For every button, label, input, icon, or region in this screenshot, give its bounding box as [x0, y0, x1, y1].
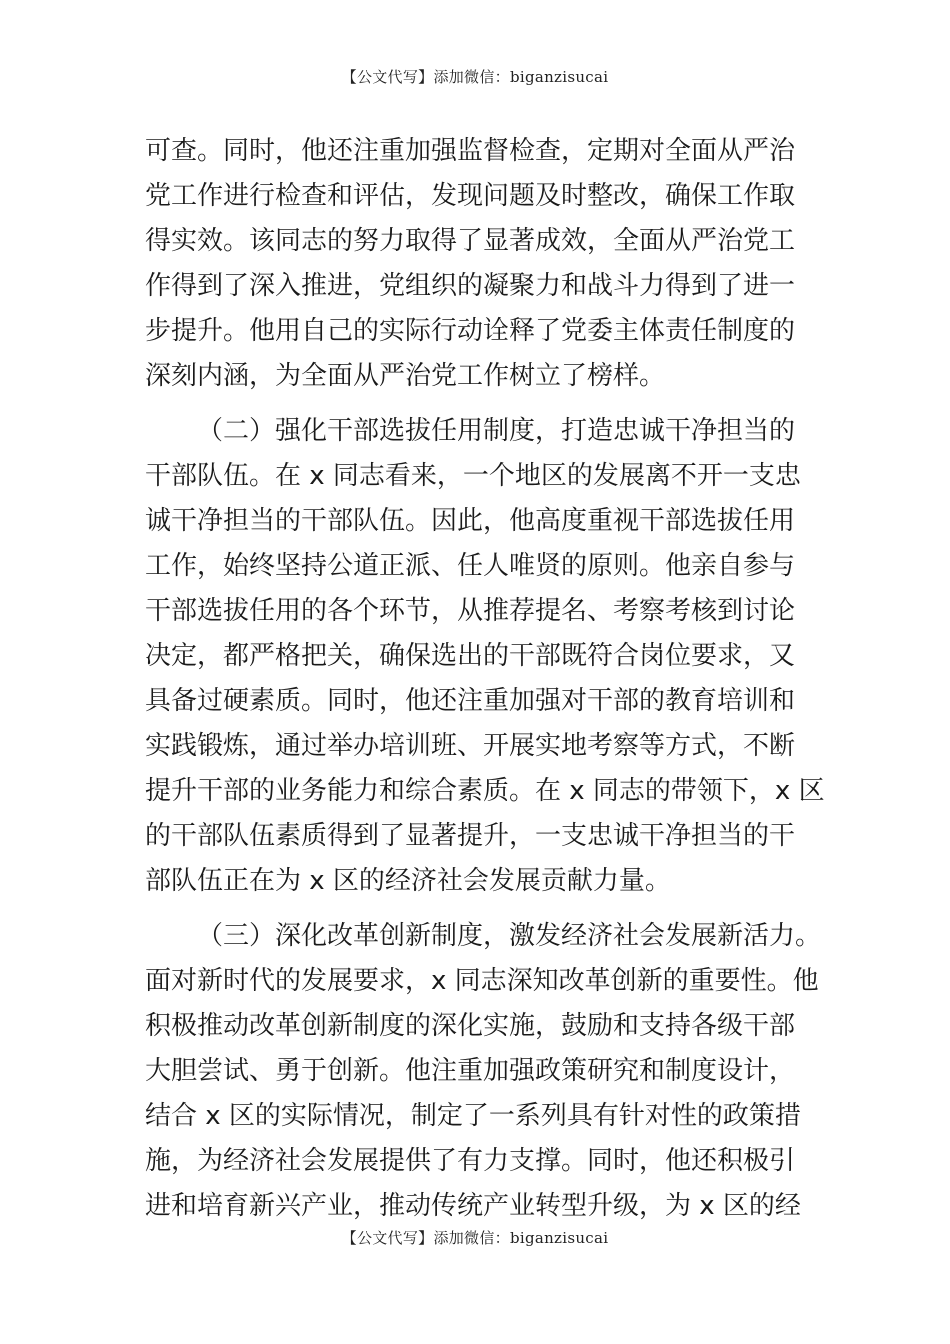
text-line: 进和培育新兴产业，推动传统产业转型升级，为 x 区的经 [145, 1191, 801, 1221]
page-header: 【公文代写】添加微信：biganzisucai [341, 68, 609, 86]
document-body [145, 129, 825, 1229]
text-line: 诚干净担当的干部队伍。因此，他高度重视干部选拔任用 [145, 506, 796, 536]
text-line: 施，为经济社会发展提供了有力支撑。同时，他还积极引 [145, 1146, 796, 1176]
text-line: 具备过硬素质。同时，他还注重加强对干部的教育培训和 [145, 686, 796, 716]
text-line: 深刻内涵，为全面从严治党工作树立了榜样。 [145, 361, 666, 391]
text-line: （二）强化干部选拔任用制度，打造忠诚干净担当的 [197, 416, 796, 446]
text-line: 作得到了深入推进，党组织的凝聚力和战斗力得到了进一 [145, 271, 796, 301]
text-line: 面对新时代的发展要求，x 同志深知改革创新的重要性。他 [145, 966, 819, 996]
text-line: 可查。同时，他还注重加强监督检查，定期对全面从严治 [145, 136, 796, 166]
text-line: 步提升。他用自己的实际行动诠释了党委主体责任制度的 [145, 316, 796, 346]
text-line: 党工作进行检查和评估，发现问题及时整改，确保工作取 [145, 181, 796, 211]
text-line: 的干部队伍素质得到了显著提升，一支忠诚干净担当的干 [145, 821, 796, 851]
paragraph [145, 129, 825, 399]
paragraph [145, 914, 825, 1229]
text-line: 实践锻炼，通过举办培训班、开展实地考察等方式，不断 [145, 731, 796, 761]
text-line: 大胆尝试、勇于创新。他注重加强政策研究和制度设计， [145, 1056, 796, 1086]
text-line: 积极推动改革创新制度的深化实施，鼓励和支持各级干部 [145, 1011, 796, 1041]
text-line: 决定，都严格把关，确保选出的干部既符合岗位要求，又 [145, 641, 796, 671]
text-line: 结合 x 区的实际情况，制定了一系列具有针对性的政策措 [145, 1101, 801, 1131]
text-line: 提升干部的业务能力和综合素质。在 x 同志的带领下，x 区 [145, 776, 825, 806]
text-line: 干部选拔任用的各个环节，从推荐提名、考察考核到讨论 [145, 596, 796, 626]
paragraph [145, 409, 825, 904]
text-line: 干部队伍。在 x 同志看来，一个地区的发展离不开一支忠 [145, 461, 801, 491]
text-line: 得实效。该同志的努力取得了显著成效，全面从严治党工 [145, 226, 796, 256]
text-line: 工作，始终坚持公道正派、任人唯贤的原则。他亲自参与 [145, 551, 796, 581]
page-footer: 【公文代写】添加微信：biganzisucai [341, 1229, 609, 1247]
text-line: （三）深化改革创新制度，激发经济社会发展新活力。 [197, 921, 822, 951]
text-line: 部队伍正在为 x 区的经济社会发展贡献力量。 [145, 866, 671, 896]
